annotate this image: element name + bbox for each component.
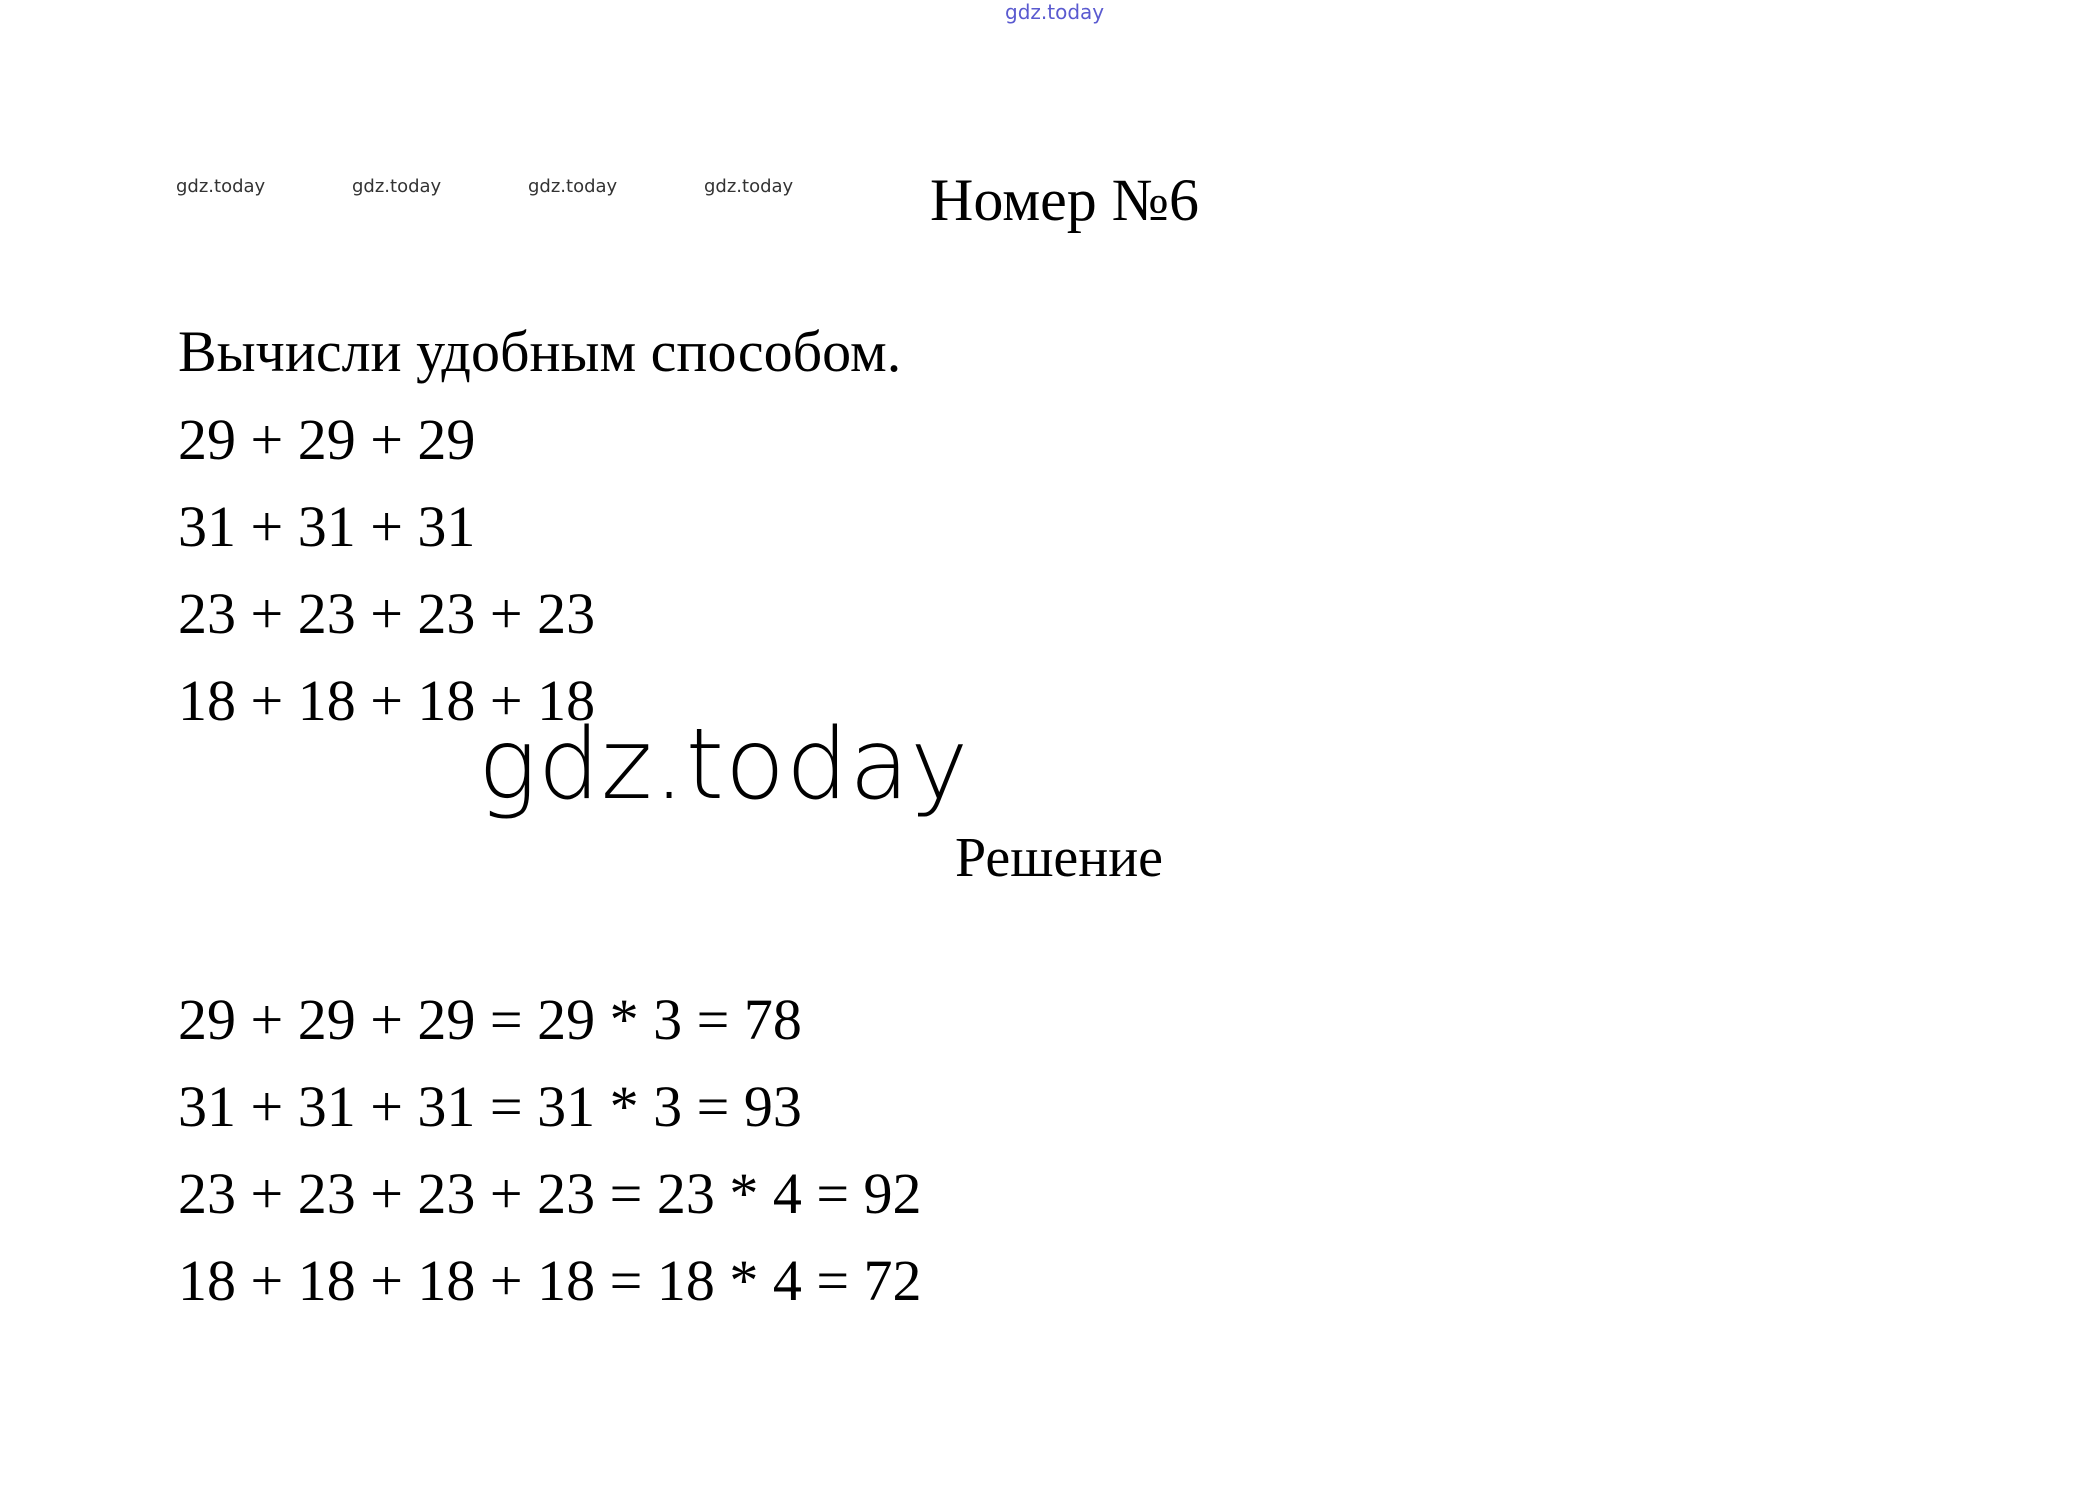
task-expression: 31 + 31 + 31 (178, 494, 476, 559)
solution-line: 29 + 29 + 29 = 29 * 3 = 78 (178, 987, 802, 1052)
page-title: Номер №6 (930, 167, 1200, 233)
task-expression: 18 + 18 + 18 + 18 (178, 668, 596, 733)
solution-line: 23 + 23 + 23 + 23 = 23 * 4 = 92 (178, 1161, 922, 1226)
task-instruction: Вычисли удобным способом. (178, 319, 902, 384)
task-expression: 23 + 23 + 23 + 23 (178, 581, 596, 646)
watermark-small: gdz.today (176, 176, 266, 197)
watermark-large: gdz.today (478, 708, 970, 822)
watermark-top: gdz.today (1005, 0, 1105, 24)
solution-heading: Решение (955, 827, 1164, 889)
task-expression: 29 + 29 + 29 (178, 407, 476, 472)
solution-line: 31 + 31 + 31 = 31 * 3 = 93 (178, 1074, 802, 1139)
solution-line: 18 + 18 + 18 + 18 = 18 * 4 = 72 (178, 1248, 922, 1313)
watermark-small: gdz.today (528, 176, 618, 197)
watermark-small: gdz.today (704, 176, 794, 197)
watermark-small: gdz.today (352, 176, 442, 197)
